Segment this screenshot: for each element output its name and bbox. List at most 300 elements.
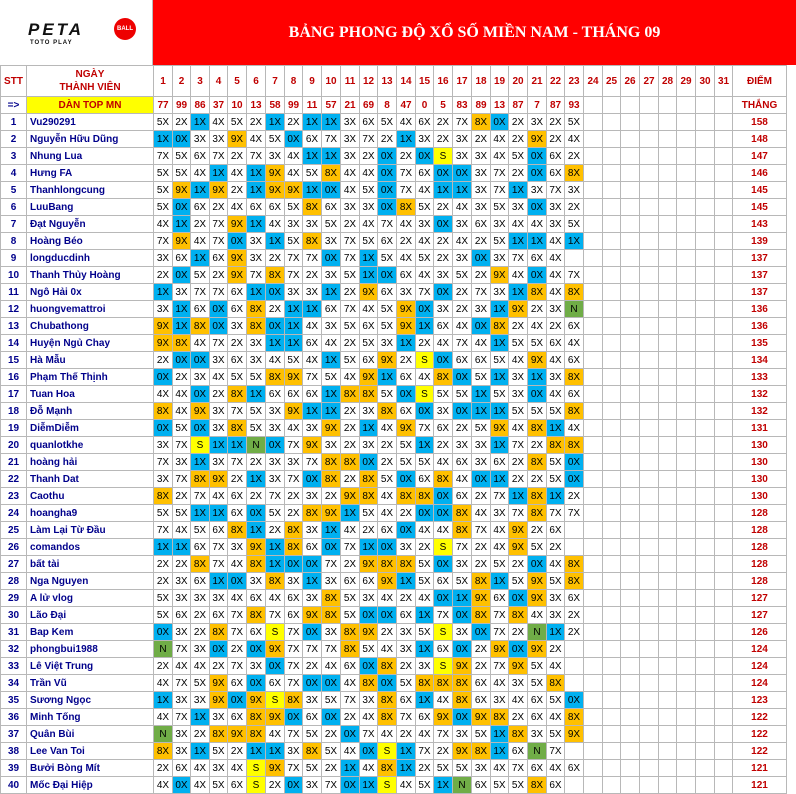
result-cell: 3X <box>322 267 341 284</box>
result-cell <box>584 505 603 522</box>
member-points: 136 <box>733 318 787 335</box>
table-row <box>1 777 787 794</box>
result-cell <box>640 420 659 437</box>
result-cell <box>584 675 603 692</box>
result-cell: 2X <box>247 454 266 471</box>
result-cell <box>659 675 677 692</box>
result-cell <box>603 573 621 590</box>
row-number: 32 <box>1 641 27 658</box>
result-cell <box>621 284 640 301</box>
result-cell: 1X <box>378 369 397 386</box>
result-cell: 0X <box>565 471 584 488</box>
result-cell: 6X <box>322 199 341 216</box>
member-name: Nguyễn Hữu Dũng <box>27 131 154 148</box>
result-cell: 1X <box>285 318 303 335</box>
result-cell: 8X <box>491 709 509 726</box>
result-cell <box>565 777 584 794</box>
dan-value <box>621 97 640 114</box>
result-cell <box>584 709 603 726</box>
result-cell <box>621 182 640 199</box>
member-points: 148 <box>733 131 787 148</box>
result-cell <box>584 471 603 488</box>
result-cell <box>621 250 640 267</box>
day-header: 25 <box>603 66 621 97</box>
result-cell: 3X <box>509 386 528 403</box>
result-cell: 4X <box>491 539 509 556</box>
result-cell: 4X <box>173 658 191 675</box>
row-number: 36 <box>1 709 27 726</box>
result-cell: 5X <box>266 131 285 148</box>
result-cell: 3X <box>397 284 416 301</box>
result-cell: 2X <box>434 250 453 267</box>
result-cell: 0X <box>472 624 491 641</box>
result-cell <box>677 624 696 641</box>
result-cell: 9X <box>266 641 285 658</box>
day-header: 28 <box>659 66 677 97</box>
result-cell: 1X <box>322 522 341 539</box>
result-cell: 5X <box>154 165 173 182</box>
row-number: 30 <box>1 607 27 624</box>
result-cell: 6X <box>322 301 341 318</box>
result-cell: 6X <box>547 335 565 352</box>
result-cell: 7X <box>491 624 509 641</box>
day-header: 26 <box>621 66 640 97</box>
result-cell <box>677 437 696 454</box>
result-cell <box>603 658 621 675</box>
result-cell <box>603 624 621 641</box>
member-name: Trần Vũ <box>27 675 154 692</box>
result-cell: 8X <box>322 471 341 488</box>
result-cell: 2X <box>453 284 472 301</box>
result-cell: 6X <box>397 692 416 709</box>
result-cell <box>659 641 677 658</box>
result-cell: 3X <box>154 437 173 454</box>
result-cell: 2X <box>397 505 416 522</box>
result-cell <box>640 114 659 131</box>
member-name: Làm Lại Từ Đầu <box>27 522 154 539</box>
result-cell <box>584 641 603 658</box>
dan-value: 83 <box>453 97 472 114</box>
result-cell: 7X <box>303 641 322 658</box>
result-cell <box>659 692 677 709</box>
result-cell: 4X <box>491 675 509 692</box>
result-cell: 1X <box>360 267 378 284</box>
result-cell: 0X <box>154 624 173 641</box>
result-cell: 7X <box>453 335 472 352</box>
result-cell: 2X <box>509 131 528 148</box>
result-cell <box>677 522 696 539</box>
dan-value <box>659 97 677 114</box>
result-cell <box>696 590 715 607</box>
result-cell: 5X <box>173 165 191 182</box>
result-cell: 4X <box>434 335 453 352</box>
result-cell: 2X <box>341 437 360 454</box>
result-cell <box>696 148 715 165</box>
result-cell: 5X <box>491 352 509 369</box>
result-cell: 0X <box>191 386 210 403</box>
result-cell <box>659 454 677 471</box>
result-cell <box>603 267 621 284</box>
result-cell <box>603 641 621 658</box>
result-cell: 0X <box>453 165 472 182</box>
result-cell: 6X <box>191 148 210 165</box>
result-cell: 2X <box>322 488 341 505</box>
result-cell: 2X <box>154 760 173 777</box>
result-cell <box>715 369 733 386</box>
result-cell: 8X <box>528 505 547 522</box>
result-cell: 5X <box>303 165 322 182</box>
result-cell: 4X <box>285 165 303 182</box>
result-cell: 7X <box>173 709 191 726</box>
result-cell: 2X <box>472 267 491 284</box>
result-cell: 2X <box>173 369 191 386</box>
row-number: 23 <box>1 488 27 505</box>
result-cell: 7X <box>210 284 228 301</box>
result-cell: 8X <box>528 454 547 471</box>
result-cell: 8X <box>453 505 472 522</box>
row-number: 3 <box>1 148 27 165</box>
result-cell: 0X <box>341 726 360 743</box>
result-cell <box>640 590 659 607</box>
member-name: comandos <box>27 539 154 556</box>
result-cell <box>677 777 696 794</box>
result-cell: 0X <box>434 556 453 573</box>
result-cell: 8X <box>341 641 360 658</box>
result-cell: 6X <box>266 386 285 403</box>
result-cell: 6X <box>210 607 228 624</box>
result-cell <box>715 352 733 369</box>
result-cell: 8X <box>360 386 378 403</box>
result-cell: 5X <box>547 454 565 471</box>
result-cell: 3X <box>509 199 528 216</box>
result-cell: 0X <box>247 505 266 522</box>
result-cell: 4X <box>547 658 565 675</box>
result-cell: 4X <box>173 522 191 539</box>
result-cell: 4X <box>453 233 472 250</box>
result-cell: 6X <box>472 352 491 369</box>
result-cell: 3X <box>247 352 266 369</box>
member-name: Tuan Hoa <box>27 386 154 403</box>
result-cell: 9X <box>509 539 528 556</box>
table-row <box>1 573 787 590</box>
result-cell <box>677 369 696 386</box>
result-cell: 2X <box>360 522 378 539</box>
day-header: 4 <box>210 66 228 97</box>
result-cell: 3X <box>547 369 565 386</box>
result-cell: 7X <box>210 539 228 556</box>
result-cell <box>677 386 696 403</box>
result-cell <box>715 471 733 488</box>
result-cell: 1X <box>360 539 378 556</box>
result-cell <box>715 692 733 709</box>
result-cell: 3X <box>491 505 509 522</box>
result-cell: 6X <box>416 114 434 131</box>
result-cell: 3X <box>173 573 191 590</box>
result-cell: 3X <box>416 131 434 148</box>
result-cell: 3X <box>453 556 472 573</box>
result-cell: 1X <box>154 284 173 301</box>
result-cell <box>603 403 621 420</box>
result-cell <box>659 556 677 573</box>
table-row <box>1 641 787 658</box>
result-cell: 3X <box>173 454 191 471</box>
result-cell <box>584 573 603 590</box>
result-cell: 1X <box>303 301 322 318</box>
result-cell: 4X <box>191 777 210 794</box>
result-cell <box>696 437 715 454</box>
member-points: 128 <box>733 522 787 539</box>
result-cell: 6X <box>303 131 322 148</box>
result-cell: 5X <box>565 114 584 131</box>
result-cell: 4X <box>266 590 285 607</box>
result-cell: 3X <box>285 573 303 590</box>
row-number: 29 <box>1 590 27 607</box>
result-cell: 1X <box>191 454 210 471</box>
result-cell: 2X <box>341 556 360 573</box>
result-cell: 8X <box>247 318 266 335</box>
member-points: 126 <box>733 624 787 641</box>
result-cell: 2X <box>173 114 191 131</box>
row-number: 28 <box>1 573 27 590</box>
result-cell <box>621 658 640 675</box>
result-cell: 1X <box>416 318 434 335</box>
result-cell: 7X <box>173 675 191 692</box>
result-cell: N <box>154 641 173 658</box>
result-cell: 9X <box>266 709 285 726</box>
result-cell: 4X <box>228 165 247 182</box>
result-cell <box>715 437 733 454</box>
result-cell <box>603 420 621 437</box>
result-cell <box>696 556 715 573</box>
result-cell: 2X <box>210 658 228 675</box>
result-cell: 7X <box>397 709 416 726</box>
result-cell: 4X <box>378 505 397 522</box>
result-cell: 1X <box>360 250 378 267</box>
result-cell: 5X <box>491 777 509 794</box>
result-cell <box>621 199 640 216</box>
result-cell: 5X <box>528 335 547 352</box>
result-cell: 1X <box>397 131 416 148</box>
result-cell <box>677 216 696 233</box>
result-cell: 2X <box>247 488 266 505</box>
dan-marker: => <box>1 97 27 114</box>
result-cell: 8X <box>322 454 341 471</box>
dan-value <box>696 97 715 114</box>
row-number: 8 <box>1 233 27 250</box>
result-cell: 4X <box>453 318 472 335</box>
result-cell: 1X <box>173 539 191 556</box>
result-cell: 9X <box>453 658 472 675</box>
result-cell: 4X <box>397 250 416 267</box>
result-cell: 8X <box>528 420 547 437</box>
result-cell <box>640 165 659 182</box>
result-cell <box>715 522 733 539</box>
result-cell: 9X <box>509 658 528 675</box>
result-cell: 2X <box>191 607 210 624</box>
result-cell: 4X <box>191 233 210 250</box>
member-name: Thanh Dat <box>27 471 154 488</box>
day-header: 16 <box>434 66 453 97</box>
dan-value: 13 <box>247 97 266 114</box>
result-cell <box>603 301 621 318</box>
result-cell <box>677 573 696 590</box>
result-cell: 9X <box>266 165 285 182</box>
result-cell <box>603 556 621 573</box>
result-cell: 0X <box>322 709 341 726</box>
result-cell: 3X <box>360 590 378 607</box>
result-cell: 0X <box>154 420 173 437</box>
result-cell: 3X <box>453 131 472 148</box>
result-cell: 4X <box>416 233 434 250</box>
result-cell <box>715 386 733 403</box>
result-cell: 8X <box>173 335 191 352</box>
member-name: quanlotkhe <box>27 437 154 454</box>
result-cell: 8X <box>453 675 472 692</box>
result-cell <box>659 216 677 233</box>
result-cell: 6X <box>565 590 584 607</box>
result-cell <box>715 505 733 522</box>
result-cell <box>584 692 603 709</box>
result-cell: 7X <box>434 726 453 743</box>
table-row <box>1 471 787 488</box>
result-cell: 6X <box>303 386 322 403</box>
dan-value: 69 <box>360 97 378 114</box>
day-header: 18 <box>472 66 491 97</box>
result-cell: 3X <box>472 437 491 454</box>
result-cell: 8X <box>247 301 266 318</box>
result-cell <box>715 658 733 675</box>
day-header: 17 <box>453 66 472 97</box>
member-points: 121 <box>733 777 787 794</box>
result-cell <box>603 216 621 233</box>
result-cell: 8X <box>565 369 584 386</box>
day-header: 6 <box>247 66 266 97</box>
result-cell <box>677 131 696 148</box>
member-name: phongbui1988 <box>27 641 154 658</box>
result-cell: 0X <box>397 522 416 539</box>
result-cell: 0X <box>528 199 547 216</box>
result-cell <box>696 403 715 420</box>
day-header: 19 <box>491 66 509 97</box>
result-cell: 3X <box>210 454 228 471</box>
member-points: 130 <box>733 454 787 471</box>
result-cell <box>696 301 715 318</box>
result-cell: 0X <box>266 284 285 301</box>
result-cell: 0X <box>173 131 191 148</box>
result-cell <box>677 335 696 352</box>
result-cell: 1X <box>154 692 173 709</box>
result-cell <box>640 709 659 726</box>
result-cell: 0X <box>565 692 584 709</box>
result-cell: 7X <box>322 641 341 658</box>
result-cell: 7X <box>210 335 228 352</box>
table-row <box>1 437 787 454</box>
result-cell: 1X <box>434 777 453 794</box>
result-cell <box>621 539 640 556</box>
dan-value: 8 <box>378 97 397 114</box>
result-cell: 2X <box>397 148 416 165</box>
result-cell <box>715 488 733 505</box>
result-cell: 6X <box>416 471 434 488</box>
member-name: Quân Bùi <box>27 726 154 743</box>
result-cell: 8X <box>247 607 266 624</box>
result-cell: 5X <box>360 641 378 658</box>
result-cell: 3X <box>453 624 472 641</box>
result-cell: S <box>434 539 453 556</box>
result-cell <box>603 114 621 131</box>
result-cell: 0X <box>491 114 509 131</box>
result-cell: 2X <box>565 148 584 165</box>
result-cell: 0X <box>509 641 528 658</box>
result-cell: 2X <box>547 131 565 148</box>
result-cell: 5X <box>322 692 341 709</box>
result-cell: 4X <box>173 386 191 403</box>
result-cell <box>584 590 603 607</box>
result-cell <box>603 284 621 301</box>
result-cell: 6X <box>472 777 491 794</box>
row-number: 27 <box>1 556 27 573</box>
result-cell: 2X <box>472 131 491 148</box>
result-cell: 5X <box>210 777 228 794</box>
result-cell: 0X <box>303 556 322 573</box>
result-cell <box>696 216 715 233</box>
member-points: 122 <box>733 743 787 760</box>
result-cell: 7X <box>247 148 266 165</box>
result-cell <box>696 318 715 335</box>
result-cell: 7X <box>285 726 303 743</box>
result-cell: 4X <box>491 148 509 165</box>
result-cell: 4X <box>565 335 584 352</box>
result-cell: 2X <box>341 471 360 488</box>
table-row <box>1 386 787 403</box>
result-cell: 9X <box>528 590 547 607</box>
result-cell: 0X <box>303 675 322 692</box>
result-cell: 9X <box>247 539 266 556</box>
member-points: 135 <box>733 335 787 352</box>
table-row <box>1 709 787 726</box>
row-number: 4 <box>1 165 27 182</box>
result-cell: 5X <box>378 386 397 403</box>
result-cell: 1X <box>210 505 228 522</box>
result-cell: 8X <box>360 675 378 692</box>
result-cell <box>715 556 733 573</box>
result-cell: 4X <box>210 114 228 131</box>
result-cell <box>659 148 677 165</box>
row-number: 39 <box>1 760 27 777</box>
day-header: 9 <box>303 66 322 97</box>
result-cell: 5X <box>491 386 509 403</box>
result-cell: 1X <box>491 471 509 488</box>
result-cell: 6X <box>228 284 247 301</box>
result-cell: 3X <box>341 114 360 131</box>
result-cell: S <box>378 743 397 760</box>
result-cell: 4X <box>247 131 266 148</box>
row-number: 9 <box>1 250 27 267</box>
result-cell <box>603 777 621 794</box>
row-number: 14 <box>1 335 27 352</box>
result-cell <box>696 352 715 369</box>
result-cell: 3X <box>210 420 228 437</box>
result-cell: 3X <box>266 148 285 165</box>
result-cell <box>640 233 659 250</box>
result-cell: 5X <box>247 369 266 386</box>
result-cell <box>603 437 621 454</box>
result-cell <box>621 369 640 386</box>
result-cell: 8X <box>434 675 453 692</box>
result-cell: 3X <box>173 624 191 641</box>
member-points: 134 <box>733 352 787 369</box>
result-cell: 3X <box>472 301 491 318</box>
